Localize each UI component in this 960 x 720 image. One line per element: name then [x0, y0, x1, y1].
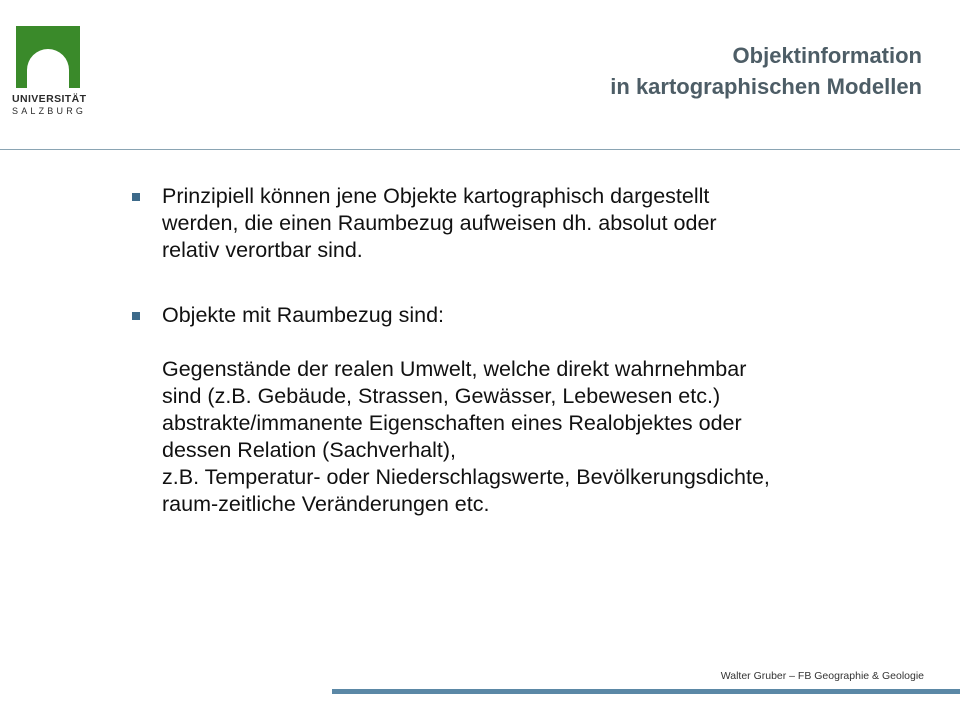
bullet-2-line-4: dessen Relation (Sachverhalt), [162, 438, 456, 462]
logo-text-line2: SALZBURG [12, 106, 87, 116]
square-bullet-icon [132, 312, 140, 320]
header-divider [0, 149, 960, 150]
slide-title [322, 40, 922, 102]
slide-content [132, 183, 932, 518]
footer-author: Walter Gruber – FB Geographie & Geologie [720, 670, 924, 682]
bullet-item-1 [132, 183, 932, 264]
square-bullet-icon [132, 193, 140, 201]
logo-text-line1: UNIVERSITÄT [12, 93, 87, 105]
bullet-2-line-1: Gegenstände der realen Umwelt, welche direkt wahrnehmbar [162, 357, 747, 381]
bullet-1-line-1: Prinzipiell können jene Objekte kartographisch dargestellt [162, 184, 710, 208]
bullet-2-line-5: z.B. Temperatur- oder Niederschlagswerte, Bevölkerungsdichte, [162, 465, 770, 489]
bullet-item-2 [132, 302, 932, 518]
title-line-2: in kartographischen Modellen [610, 74, 922, 99]
bullet-1-line-2: werden, die einen Raumbezug aufweisen dh. absolut oder [162, 211, 717, 235]
bullet-2-line-6: raum-zeitliche Veränderungen etc. [162, 492, 490, 516]
footer-bar [332, 689, 960, 694]
bullet-2-line-2: sind (z.B. Gebäude, Strassen, Gewässer, Lebewesen etc.) [162, 384, 721, 408]
title-line-1: Objektinformation [732, 43, 922, 68]
bullet-2-heading: Objekte mit Raumbezug sind: [162, 303, 445, 327]
bullet-1-line-3: relativ verortbar sind. [162, 238, 363, 262]
university-logo [12, 24, 87, 124]
university-salzburg-logo-icon [12, 24, 84, 90]
bullet-2-line-3: abstrakte/immanente Eigenschaften eines Realobjektes oder [162, 411, 742, 435]
